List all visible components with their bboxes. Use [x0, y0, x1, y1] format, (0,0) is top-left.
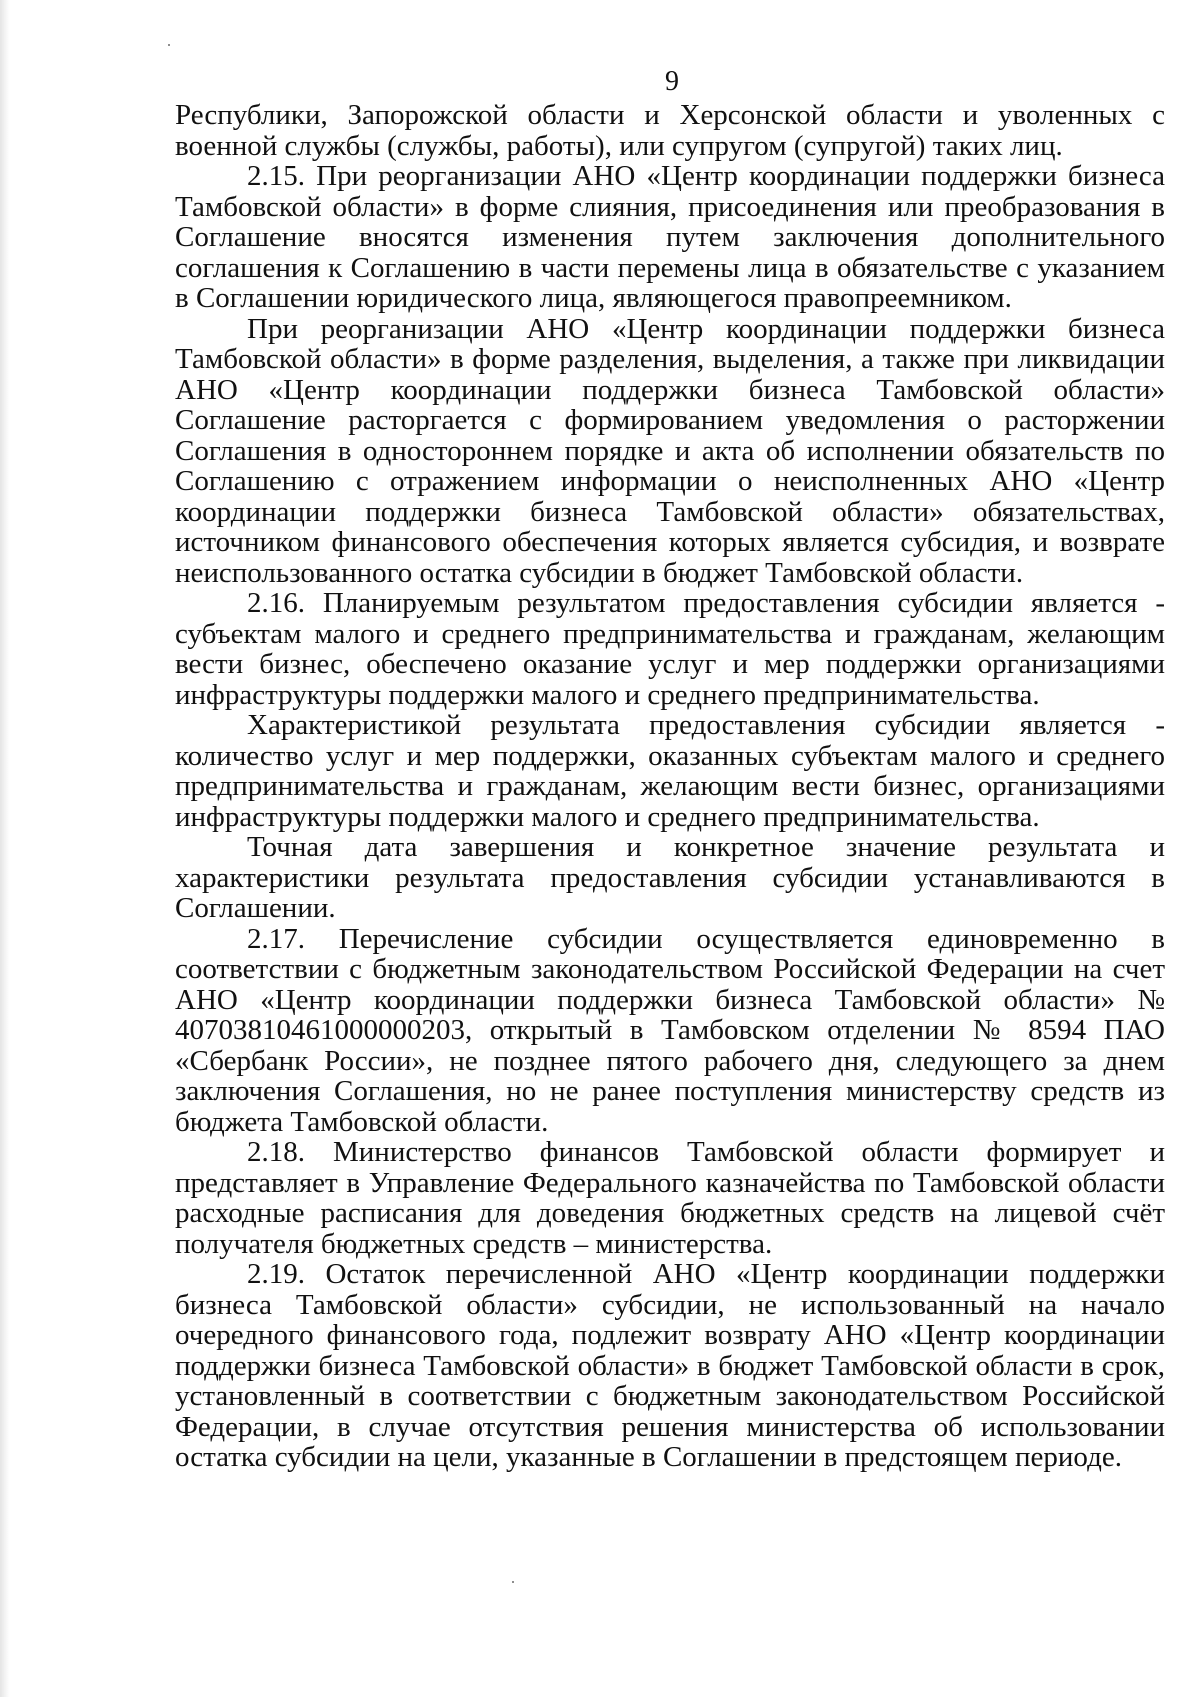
paragraph-2-18: 2.18. Министерство финансов Тамбовской области формирует и представляет в Управление Федерального казначейства по Тамбовской области расходные расписания для доведения бюджетных средств на лицевой счёт получателя бюджетных средств – министерства.: [175, 1136, 1165, 1260]
paragraph-continuation: Республики, Запорожской области и Херсонской области и уволенных с военной службы (службы, работы), или супругом (супругой) таких лиц.: [175, 99, 1165, 162]
paragraph-2-19: 2.19. Остаток перечисленной АНО «Центр координации поддержки бизнеса Тамбовской области» субсидии, не использованный на начало очередного финансового года, подлежит возврату АНО «Центр координации поддержки бизнеса Тамбовской области» в бюджет Тамбовской области в срок, установленный в соответствии с бюджетным законодательством Российской Федерации, в случае отсутствия решения министерства об использовании остатка субсидии на цели, указанные в Соглашении в предстоящем периоде.: [175, 1258, 1165, 1473]
scan-speck: [168, 44, 170, 46]
scan-edge-shadow: [0, 0, 10, 1697]
paragraph-2-15-reorganization: При реорганизации АНО «Центр координации поддержки бизнеса Тамбовской области» в форме разделения, выделения, а также при ликвидации АНО «Центр координации поддержки бизнеса Тамбовской области» Соглашение расторгается с формированием уведомления о расторжении Соглашения в одностороннем порядке и акта об исполнении обязательств по Соглашению с отражением информации о неисполненных АНО «Центр координации поддержки бизнеса Тамбовской области» обязательствах, источником финансового обеспечения которых является субсидия, и возврате неиспользованного остатка субсидии в бюджет Тамбовской области.: [175, 312, 1165, 589]
paragraph-2-16: 2.16. Планируемым результатом предоставления субсидии является - субъектам малого и среднего предпринимательства и гражданам, желающим вести бизнес, обеспечено оказание услуг и мер поддержки организациями инфраструктуры поддержки малого и среднего предпринимательства.: [175, 587, 1165, 711]
paragraph-2-15: 2.15. При реорганизации АНО «Центр координации поддержки бизнеса Тамбовской области» в форме слияния, присоединения или преобразования в Соглашение вносятся изменения путем заключения дополнительного соглашения к Соглашению в части перемены лица в обязательстве с указанием в Соглашении юридического лица, являющегося правопреемником.: [175, 160, 1165, 314]
scan-speck: [512, 1581, 514, 1583]
paragraph-2-16-characteristic: Характеристикой результата предоставления субсидии является - количество услуг и мер поддержки, оказанных субъектам малого и среднего предпринимательства и гражданам, желающим вести бизнес, организациями инфраструктуры поддержки малого и среднего предпринимательства.: [175, 709, 1165, 833]
paragraph-2-16-date: Точная дата завершения и конкретное значение результата и характеристики результата предоставления субсидии устанавливаются в Соглашении.: [175, 831, 1165, 924]
paragraph-2-17: 2.17. Перечисление субсидии осуществляется единовременно в соответствии с бюджетным законодательством Российской Федерации на счет АНО «Центр координации поддержки бизнеса Тамбовской области» № 40703810461000000203, открытый в Тамбовском отделении № 8594 ПАО «Сбербанк России», не позднее пятого рабочего дня, следующего за днем заключения Соглашения, но не ранее поступления министерству средств из бюджета Тамбовской области.: [175, 922, 1165, 1138]
page-number: 9: [665, 66, 679, 97]
document-body: [175, 100, 1165, 1473]
